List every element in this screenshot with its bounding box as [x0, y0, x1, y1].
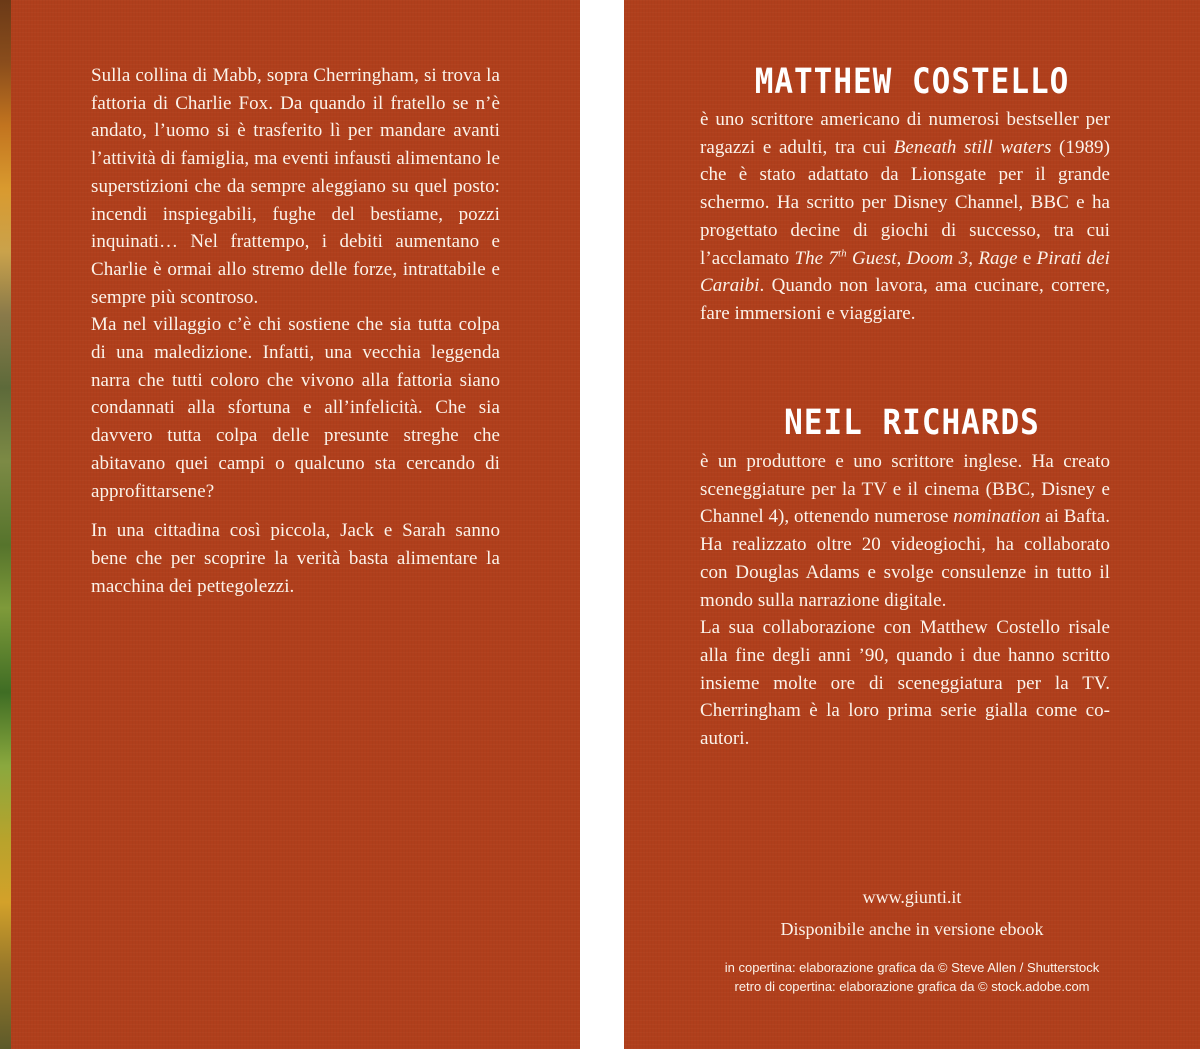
bio-text: ai Bafta. Ha realizzato oltre 20 videogiochi, ha collaborato con Douglas Adams e svolge consulenze in tutto il mondo sulla narrazione digitale. — [700, 506, 1110, 611]
author-bio-paragraph: La sua collaborazione con Matthew Costello risale alla fine degli anni ’90, quando i due hanno scritto insieme molte ore di sceneggiatura per la TV. Cherringham è la loro prima serie gialla come co-autori. — [700, 617, 1110, 750]
author-name-heading: NEIL RICHARDS — [784, 402, 1040, 444]
game-title: Rage — [978, 247, 1018, 269]
book-synopsis — [91, 62, 500, 600]
synopsis-paragraph: Ma nel villaggio c’è chi sostiene che sia tutta colpa di una maledizione. Infatti, una vecchia leggenda narra che tutti coloro che vivono alla fattoria siano condannati alla sfortuna e all’infelicità. Che sia davvero tutta colpa delle presunte streghe che abitavano quei campi o qualcuno sta cercando di approfittarsene? — [91, 314, 500, 502]
bio-text: è un produttore e uno scrittore inglese. Ha creato sceneggiature per la TV e il cinema (BBC, Disney e Channel 4), ottenendo numerose — [700, 451, 1110, 528]
bio-text: è uno scrittore americano di numerosi bestseller per ragazzi e adulti, tra cui — [700, 109, 1110, 158]
back-cover-image-credit: retro di copertina: elaborazione grafica da © stock.adobe.com — [734, 979, 1090, 994]
author-bio-paragraph — [700, 106, 1110, 328]
game-title-text: Guest — [846, 247, 897, 269]
cover-photo-edge — [0, 0, 11, 1049]
publisher-website: www.giunti.it — [862, 887, 962, 907]
author-bio — [700, 448, 1110, 753]
game-title — [794, 248, 896, 269]
book-title: Beneath still waters — [893, 136, 1052, 158]
game-title-text: The 7 — [794, 247, 838, 269]
game-title: Doom 3 — [906, 247, 969, 269]
synopsis-paragraph: Sulla collina di Mabb, sopra Cherringham, si trova la fattoria di Charlie Fox. Da quando il fratello se n’è andato, l’uomo si è trasferito lì per mandare avanti l’attività di famiglia, ma eventi infausti alimentano le superstizioni che da sempre aleggiano su quel posto: incendi inspiegabili, fughe del bestiame, pozzi inquinati… Nel frattempo, i debiti aumentano e Charlie è ormai allo stremo delle forze, intrattabile e sempre più scontroso. — [91, 65, 500, 308]
ebook-availability-note: Disponibile anche in versione ebook — [780, 919, 1044, 939]
back-flap-right — [624, 0, 1200, 1049]
game-title: Pirati dei Caraibi — [700, 247, 1110, 297]
bio-text: , — [896, 247, 907, 269]
synopsis-paragraph: In una cittadina così piccola, Jack e Sarah sanno bene che per scoprire la verità basta alimentare la macchina dei pettegolezzi. — [91, 520, 500, 597]
bio-text: e — [1017, 247, 1037, 269]
author-bio — [700, 106, 1110, 328]
cover-image-credit: in copertina: elaborazione grafica da © Steve Allen / Shutterstock — [724, 960, 1100, 975]
author-name-heading: MATTHEW COSTELLO — [754, 61, 1070, 103]
back-flap-left — [0, 0, 580, 1049]
bio-text: . Quando non lavora, ama cucinare, correre, fare immersioni e viaggiare. — [700, 275, 1110, 324]
bio-italic-term: nomination — [953, 506, 1041, 528]
author-bio-paragraph — [700, 448, 1110, 614]
bio-text: , — [968, 247, 979, 269]
ordinal-suffix: th — [838, 247, 847, 260]
bio-text: (1989) che è stato adattato da Lionsgate per il grande schermo. Ha scritto per Disney Channel, BBC e ha progettato decine di giochi di successo, tra cui l’acclamato — [700, 136, 1110, 269]
